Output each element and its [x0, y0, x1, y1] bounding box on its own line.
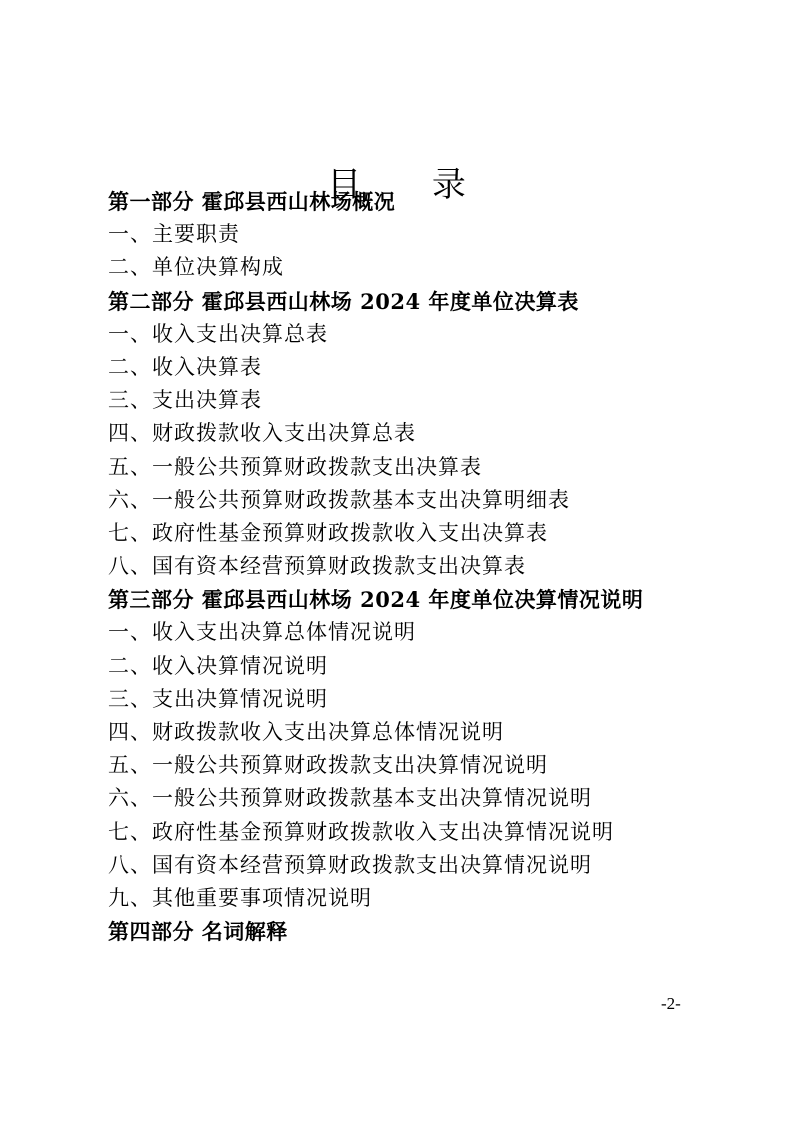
toc-item: 三、支出决算情况说明	[108, 686, 328, 711]
toc-item: 二、收入决算情况说明	[108, 653, 328, 678]
page-number: -2-	[661, 994, 681, 1013]
toc-section-heading: 第三部分 霍邱县西山林场 2024 年度单位决算情况说明	[108, 587, 644, 613]
toc-item: 四、财政拨款收入支出决算总表	[108, 421, 416, 446]
toc-item: 四、财政拨款收入支出决算总体情况说明	[108, 720, 504, 744]
toc-item: 二、收入决算表	[108, 354, 262, 379]
toc-item: 六、一般公共预算财政拨款基本支出决算情况说明	[108, 786, 592, 811]
toc-item: 三、支出决算表	[108, 388, 262, 413]
toc-item: 一、收入支出决算总表	[108, 321, 328, 346]
toc-section-heading: 第四部分 名词解释	[108, 919, 288, 945]
toc-item: 一、主要职责	[108, 222, 240, 247]
toc-section-heading: 第二部分 霍邱县西山林场 2024 年度单位决算表	[108, 288, 579, 314]
toc-item: 八、国有资本经营预算财政拨款支出决算表	[108, 554, 526, 579]
toc-item: 七、政府性基金预算财政拨款收入支出决算情况说明	[108, 819, 614, 844]
page-title: 目 录	[327, 164, 496, 205]
toc-item: 八、国有资本经营预算财政拨款支出决算情况说明	[108, 852, 592, 877]
toc-item: 六、一般公共预算财政拨款基本支出决算明细表	[108, 487, 570, 512]
toc-item: 七、政府性基金预算财政拨款收入支出决算表	[108, 520, 548, 545]
toc-section-heading: 第一部分 霍邱县西山林场概况	[108, 189, 396, 214]
toc-item: 五、一般公共预算财政拨款支出决算表	[108, 454, 482, 479]
table-of-contents	[108, 185, 748, 948]
toc-item: 一、收入支出决算总体情况说明	[108, 620, 416, 645]
toc-item: 二、单位决算构成	[108, 255, 284, 280]
toc-item: 五、一般公共预算财政拨款支出决算情况说明	[108, 753, 548, 778]
toc-item: 九、其他重要事项情况说明	[108, 885, 372, 910]
